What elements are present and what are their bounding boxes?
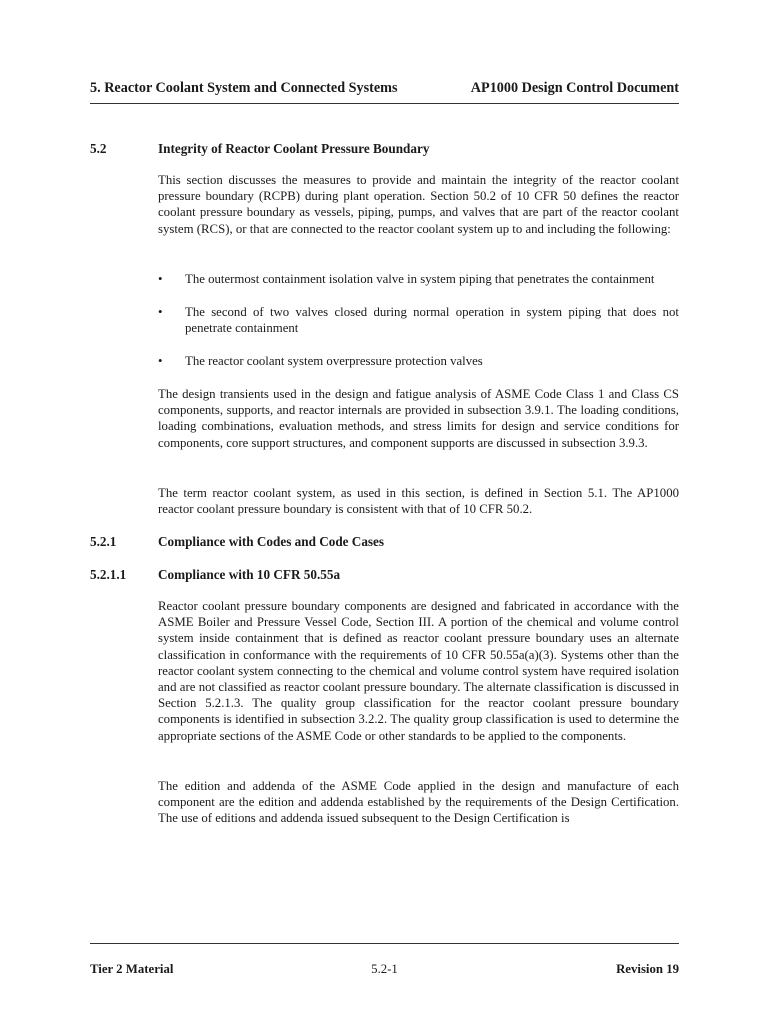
paragraph-intro: This section discusses the measures to provide and maintain the integrity of the reactor coolant pressure boundary (RCPB) during plant operation. Section 50.2 of 10 CFR 50 defines the reactor coolant pressure boundary as vessels, piping, pumps, and valves that are part of the reactor coolant system (RCS), or that are connected to the reactor coolant system up to and including the following: — [158, 173, 679, 236]
bullet-symbol: • — [158, 354, 163, 368]
section-number: 5.2.1 — [90, 534, 117, 549]
document-title: AP1000 Design Control Document — [470, 80, 679, 96]
chapter-title: 5. Reactor Coolant System and Connected Systems — [90, 80, 398, 96]
paragraph-design-transients: The design transients used in the design and fatigue analysis of ASME Code Class 1 and Class CS components, supports, and reactor internals are provided in subsection 3.9.1. The loading conditions, loading combinations, evaluation methods, and stress limits for design and service conditions for components, core support structures, and component supports are discussed in subsection 3.9.3. — [158, 387, 679, 450]
running-footer — [90, 962, 679, 980]
bullet-symbol: • — [158, 305, 163, 319]
section-title: Compliance with Codes and Code Cases — [158, 534, 385, 549]
bullet-text: The reactor coolant system overpressure protection valves — [185, 354, 483, 368]
section-title: Integrity of Reactor Coolant Pressure Boundary — [158, 141, 430, 156]
section-number: 5.2 — [90, 141, 107, 156]
paragraph-rcpb-components: Reactor coolant pressure boundary components are designed and fabricated in accordance with the ASME Boiler and Pressure Vessel Code, Section III. A portion of the chemical and volume control system inside containment that is defined as reactor coolant pressure boundary uses an alternate classification in conformance with the requirements of 10 CFR 50.55a(a)(3). Systems other than the reactor coolant system connecting to the chemical and volume control system have required isolation and are not classified as reactor coolant pressure boundary. The alternate classification is discussed in Section 5.2.1.3. The quality group classification for the reactor coolant pressure boundary components is identified in subsection 3.2.2. The quality group classification is used to determine the appropriate sections of the ASME Code or other standards to be applied to the components. — [158, 599, 679, 743]
section-number: 5.2.1.1 — [90, 567, 127, 582]
footer-rule — [90, 943, 679, 944]
bullet-symbol: • — [158, 272, 163, 286]
bullet-text: The second of two valves closed during normal operation in system piping that does not penetrate containment — [185, 305, 679, 336]
paragraph-term-definition: The term reactor coolant system, as used in this section, is defined in Section 5.1. The AP1000 reactor coolant pressure boundary is consistent with that of 10 CFR 50.2. — [158, 486, 679, 517]
paragraph-asme-edition: The edition and addenda of the ASME Code applied in the design and manufacture of each component are the edition and addenda established by the requirements of the Design Certification. The use of editions and addenda issued subsequent to the Design Certification is — [158, 779, 679, 826]
running-header — [90, 80, 679, 102]
bullet-text: The outermost containment isolation valve in system piping that penetrates the containment — [185, 272, 655, 286]
page-number: 5.2-1 — [371, 962, 398, 976]
footer-revision: Revision 19 — [616, 962, 679, 976]
section-title: Compliance with 10 CFR 50.55a — [158, 567, 341, 582]
header-rule — [90, 103, 679, 104]
footer-material: Tier 2 Material — [90, 962, 174, 976]
